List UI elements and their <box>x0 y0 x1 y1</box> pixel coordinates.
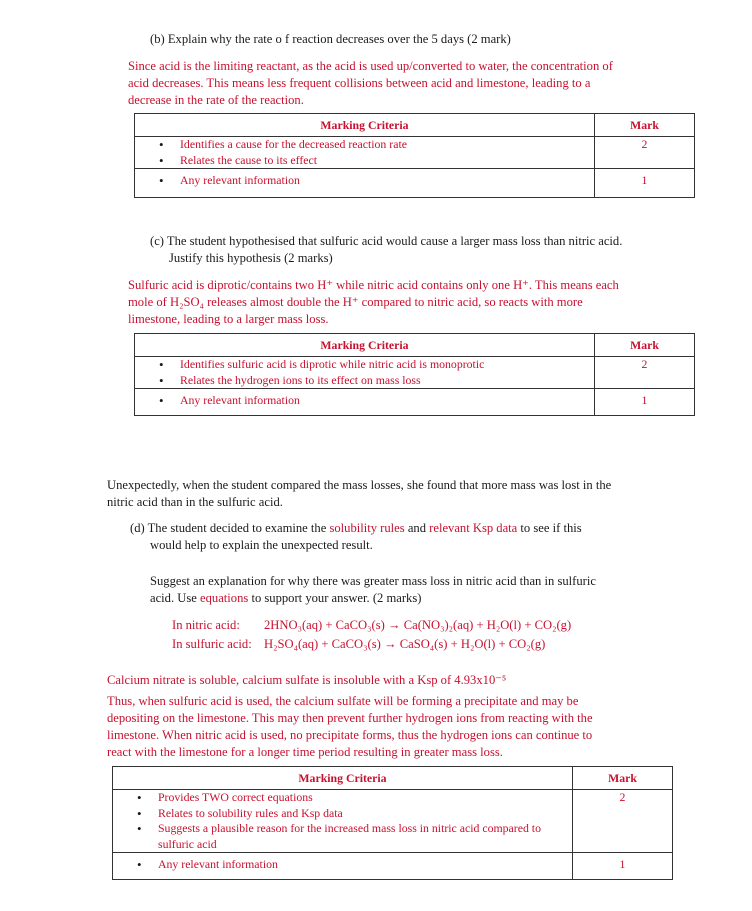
mark-value: 1 <box>595 169 695 198</box>
header-criteria: Marking Criteria <box>135 114 595 137</box>
table-row <box>135 137 695 169</box>
suggest-line1: Suggest an explanation for why there was greater mass loss in nitric acid than in sulfuric <box>150 574 596 588</box>
answer-d-line: react with the limestone for a longer time period resulting in greater mass loss. <box>107 745 503 759</box>
equations <box>172 616 571 654</box>
criteria-item: • Any relevant information <box>135 173 594 189</box>
equation-text: H₂SO₄(aq) + CaCO₃(s) → CaSO₄(s) + H₂O(l) + CO₂(g) <box>264 637 546 651</box>
equation-label: In nitric acid: <box>172 618 240 632</box>
criteria-item: • Identifies sulfuric acid is diprotic while nitric acid is monoprotic <box>135 357 594 373</box>
answer-d <box>107 672 737 761</box>
criteria-item: • Relates the hydrogen ions to its effect on mass loss <box>135 373 594 389</box>
equation-text: 2HNO₃(aq) + CaCO₃(s) → Ca(NO₃)₂(aq) + H₂O(l) + CO₂(g) <box>264 618 572 632</box>
header-criteria: Marking Criteria <box>113 767 573 790</box>
answer-c-line: mole of H₂SO₄ releases almost double the H⁺ compared to nitric acid, so reacts with more <box>128 295 583 309</box>
equation-nitric <box>172 616 571 635</box>
criteria-item: • Any relevant information <box>113 857 572 873</box>
equation-sulfuric <box>172 635 571 654</box>
criteria-item: • Relates the cause to its effect <box>135 153 594 169</box>
answer-b-line: Since acid is the limiting reactant, as the acid is used up/converted to water, the concentration of <box>128 59 613 73</box>
table-row <box>135 169 695 198</box>
answer-b-line: decrease in the rate of the reaction. <box>128 93 304 107</box>
question-d-line2: would help to explain the unexpected result. <box>150 538 373 552</box>
question-d-line1 <box>130 520 582 537</box>
mark-value: 1 <box>595 389 695 416</box>
equation-label: In sulfuric acid: <box>172 637 252 651</box>
answer-d-line: depositing on the limestone. This may then prevent further hydrogen ions from reacting with the <box>107 711 593 725</box>
criteria-item: • Suggests a plausible reason for the increased mass loss in nitric acid compared to sulfuric acid <box>113 821 564 852</box>
intro-line: Unexpectedly, when the student compared the mass losses, she found that more mass was lost in the <box>107 478 612 492</box>
suggest-line2 <box>150 590 421 607</box>
answer-d-line: Thus, when sulfuric acid is used, the calcium sulfate will be forming a precipitate and may be <box>107 694 579 708</box>
mark-value: 2 <box>595 357 695 389</box>
question-d-text: and <box>404 521 430 535</box>
answer-c-line: limestone, leading to a larger mass loss. <box>128 312 329 326</box>
mark-value: 2 <box>595 137 695 169</box>
header-mark: Mark <box>595 334 695 357</box>
answer-d-line: limestone. When nitric acid is used, no precipitate forms, thus the hydrogen ions can continue to <box>107 728 593 742</box>
criteria-item: • Identifies a cause for the decreased reaction rate <box>135 137 594 153</box>
mark-value: 2 <box>573 790 673 853</box>
question-d-text: (d) The student decided to examine the <box>130 521 330 535</box>
answer-c <box>128 277 738 328</box>
ksp-data-link: relevant Ksp data <box>429 521 518 535</box>
table-row <box>113 853 673 880</box>
question-d-text: to see if this <box>517 521 582 535</box>
header-mark: Mark <box>595 114 695 137</box>
answer-b-line: acid decreases. This means less frequent collisions between acid and limestone, leading to a <box>128 76 591 90</box>
equations-link: equations <box>200 591 249 605</box>
criteria-item: • Provides TWO correct equations <box>113 790 564 806</box>
intro-paragraph <box>107 477 611 511</box>
marking-table-d <box>112 766 673 880</box>
marking-table-c <box>134 333 695 416</box>
question-c-line1: (c) The student hypothesised that sulfuric acid would cause a larger mass loss than nitric acid. <box>150 234 623 248</box>
suggest-text: to support your answer. (2 marks) <box>248 591 422 605</box>
criteria-item: • Any relevant information <box>135 393 594 409</box>
answer-b <box>128 58 728 109</box>
suggest-text: acid. Use <box>150 591 201 605</box>
marking-table-b <box>134 113 695 198</box>
solubility-rules-link: solubility rules <box>329 521 405 535</box>
answer-d-line: Calcium nitrate is soluble, calcium sulfate is insoluble with a Ksp of 4.93x10⁻⁵ <box>107 673 507 687</box>
table-row <box>135 389 695 416</box>
header-mark: Mark <box>573 767 673 790</box>
question-c-line2: Justify this hypothesis (2 marks) <box>169 251 333 265</box>
criteria-item: • Relates to solubility rules and Ksp data <box>113 806 564 822</box>
mark-value: 1 <box>573 853 673 880</box>
intro-line: nitric acid than in the sulfuric acid. <box>107 495 283 509</box>
header-criteria: Marking Criteria <box>135 334 595 357</box>
table-row <box>113 790 673 853</box>
table-row <box>135 357 695 389</box>
question-b: (b) Explain why the rate o f reaction decreases over the 5 days (2 mark) <box>150 32 511 46</box>
answer-c-line: Sulfuric acid is diprotic/contains two H⁺ while nitric acid contains only one H⁺. This means each <box>128 278 619 292</box>
